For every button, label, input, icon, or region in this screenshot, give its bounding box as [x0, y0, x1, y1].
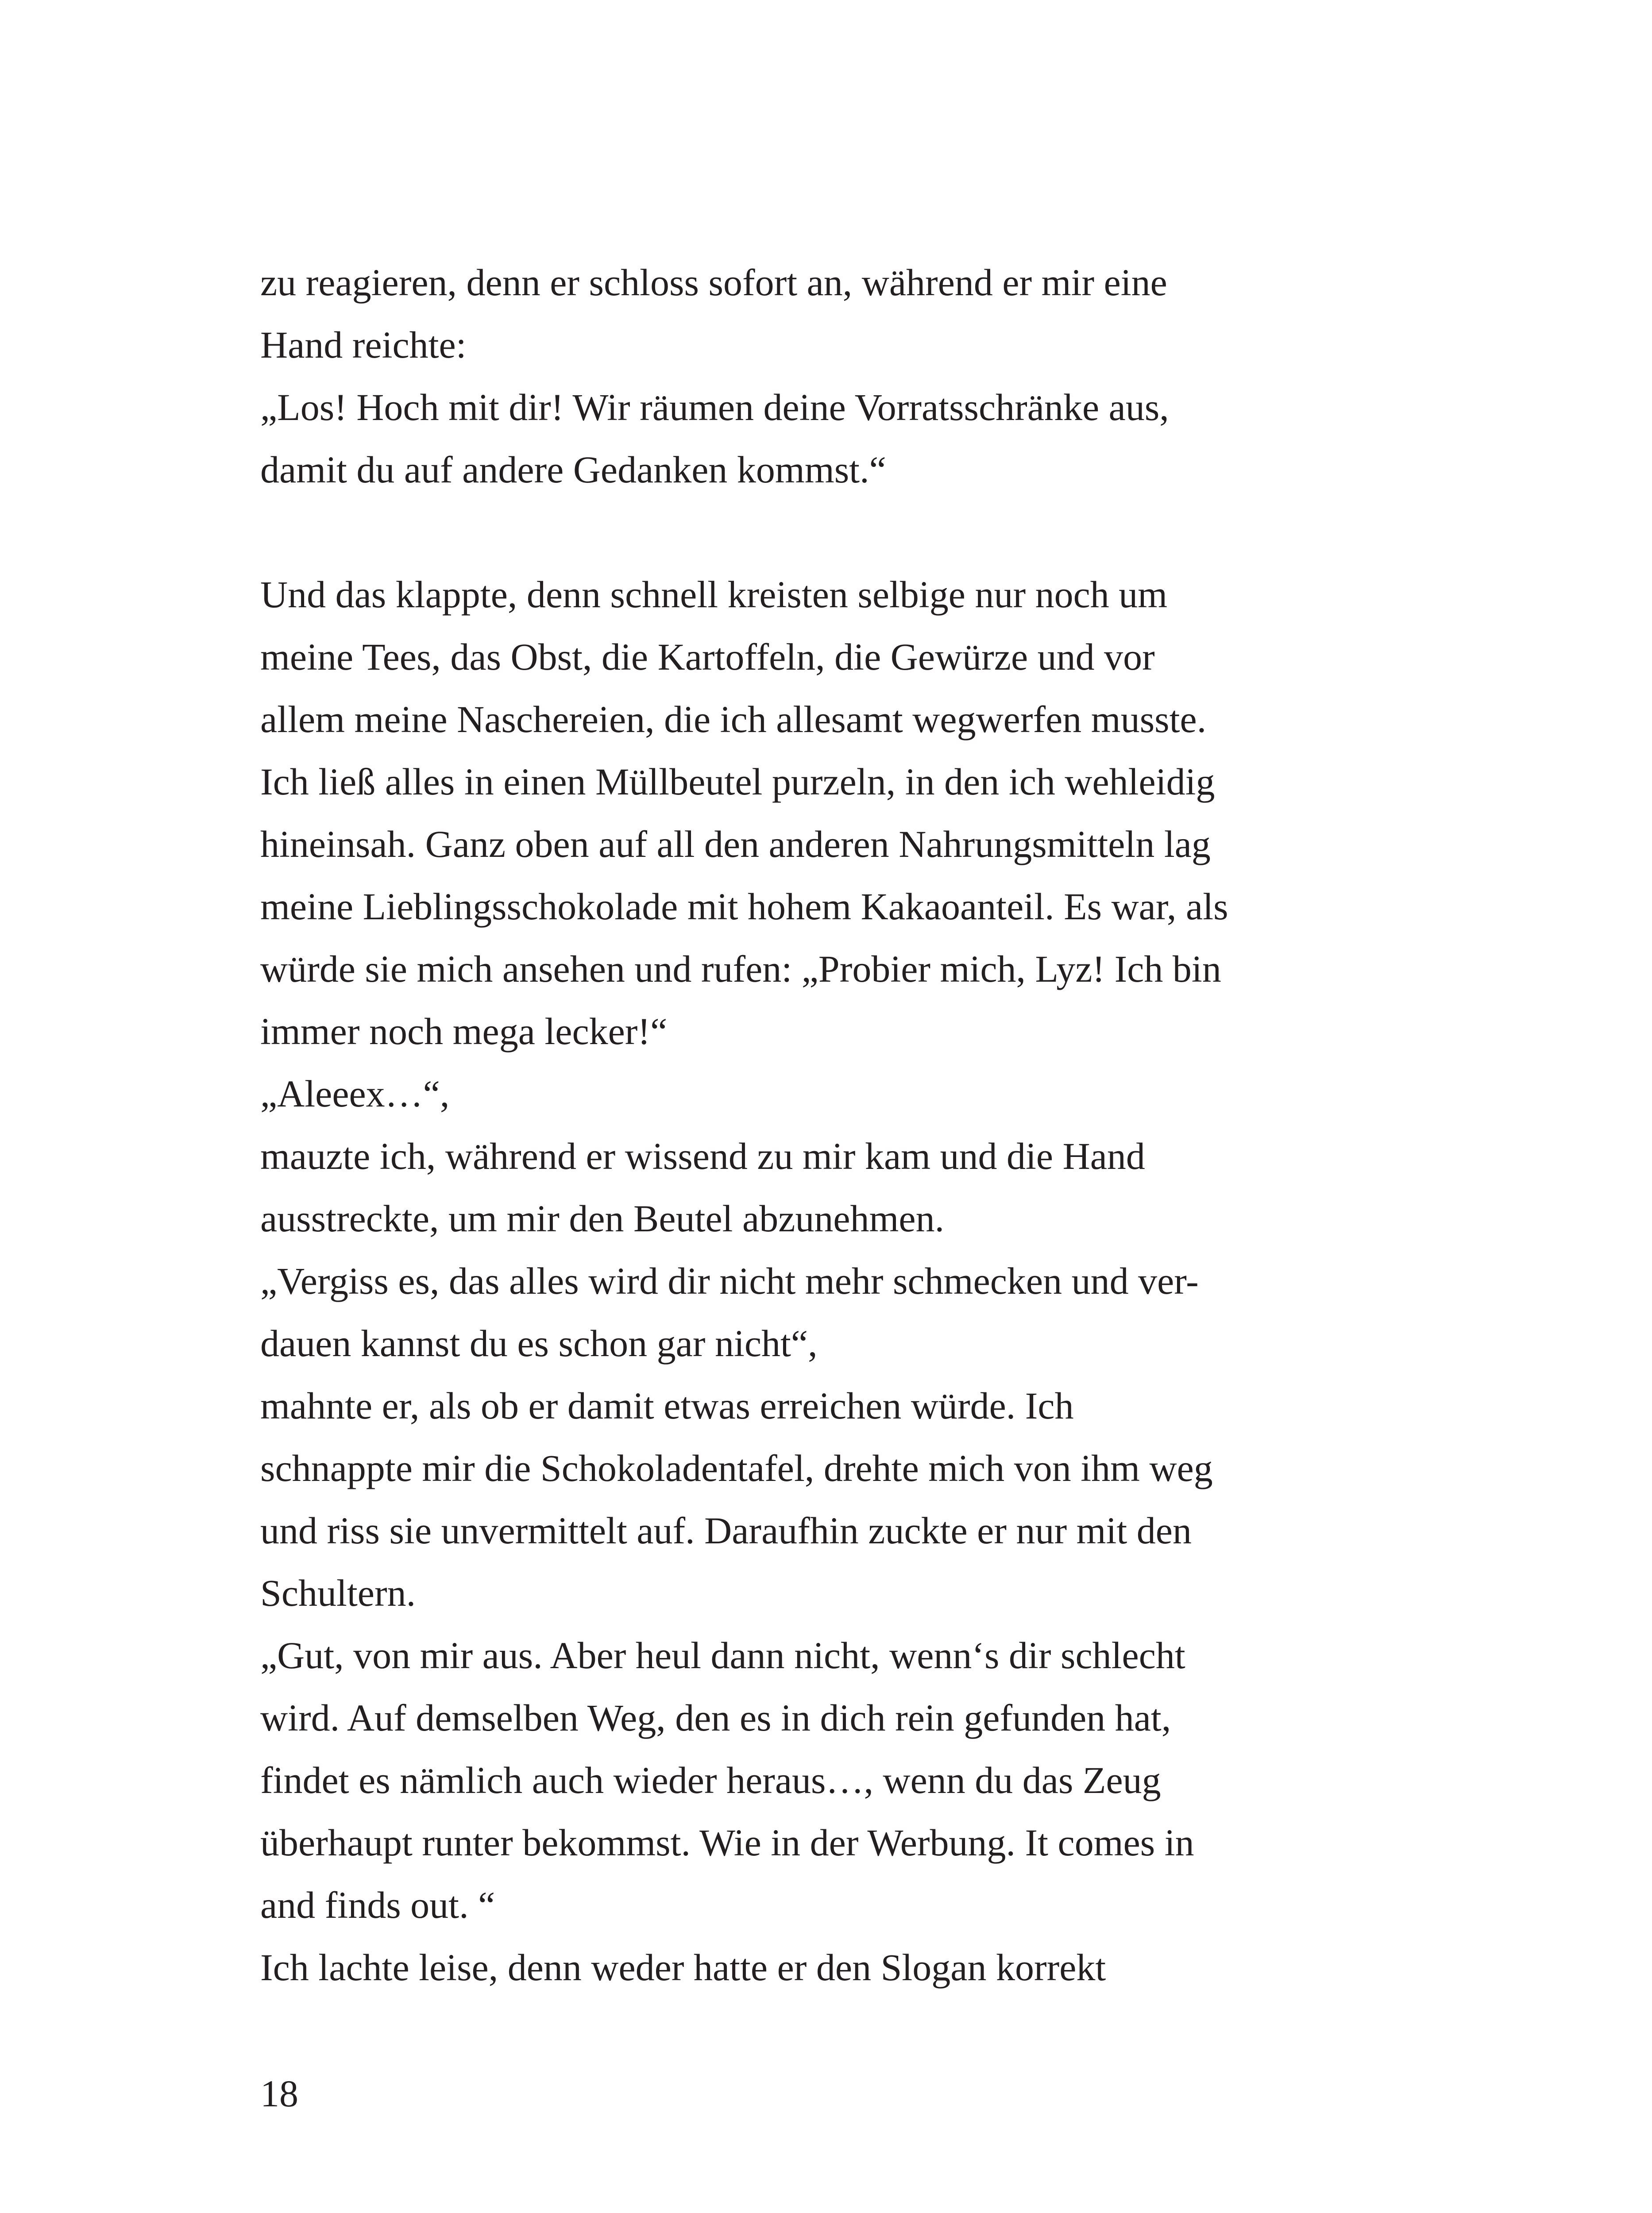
text-line: schnappte mir die Schokoladentafel, drehte mich von ihm weg [260, 1447, 1213, 1489]
text-line: mauzte ich, während er wissend zu mir kam und die Hand [260, 1135, 1145, 1177]
text-line: und riss sie unvermittelt auf. Daraufhin zuckte er nur mit den [260, 1509, 1192, 1552]
text-line: findet es nämlich auch wieder heraus…, wenn du das Zeug [260, 1759, 1161, 1801]
page-number: 18 [260, 2072, 298, 2115]
text-line: meine Tees, das Obst, die Kartoffeln, die Gewürze und vor [260, 636, 1155, 678]
text-line: Schultern. [260, 1572, 416, 1614]
text-line: Ich lachte leise, denn weder hatte er den Slogan korrekt [260, 1946, 1106, 1989]
text-line: allem meine Naschereien, die ich allesamt wegwerfen musste. [260, 698, 1207, 740]
body-text [260, 251, 1367, 1999]
text-line: „Gut, von mir aus. Aber heul dann nicht, wenn‘s dir schlecht [260, 1634, 1185, 1677]
text-line: „Aleeex…“, [260, 1072, 450, 1115]
text-line: „Los! Hoch mit dir! Wir räumen deine Vorratsschränke aus, [260, 386, 1169, 428]
text-line: würde sie mich ansehen und rufen: „Probier mich, Lyz! Ich bin [260, 948, 1221, 990]
text-line: wird. Auf demselben Weg, den es in dich rein gefunden hat, [260, 1696, 1171, 1739]
text-line: mahnte er, als ob er damit etwas erreichen würde. Ich [260, 1384, 1074, 1427]
text-line: dauen kannst du es schon gar nicht“, [260, 1322, 818, 1365]
text-line: Ich ließ alles in einen Müllbeutel purzeln, in den ich wehleidig [260, 760, 1215, 803]
text-line: meine Lieblingsschokolade mit hohem Kakaoanteil. Es war, als [260, 885, 1228, 928]
text-line: zu reagieren, denn er schloss sofort an, während er mir eine [260, 261, 1167, 304]
text-line: Hand reichte: [260, 324, 467, 366]
paragraph-gap [260, 501, 1367, 563]
text-line: überhaupt runter bekommst. Wie in der Werbung. It comes in [260, 1821, 1194, 1864]
text-line: damit du auf andere Gedanken kommst.“ [260, 448, 886, 491]
text-line: immer noch mega lecker!“ [260, 1010, 668, 1053]
text-line: Und das klappte, denn schnell kreisten selbige nur noch um [260, 573, 1168, 616]
text-line: hineinsah. Ganz oben auf all den anderen Nahrungsmitteln lag [260, 823, 1211, 865]
text-line: „Vergiss es, das alles wird dir nicht mehr schmecken und ver- [260, 1260, 1199, 1302]
text-line: and finds out. “ [260, 1884, 495, 1926]
text-line: ausstreckte, um mir den Beutel abzunehmen. [260, 1197, 945, 1240]
